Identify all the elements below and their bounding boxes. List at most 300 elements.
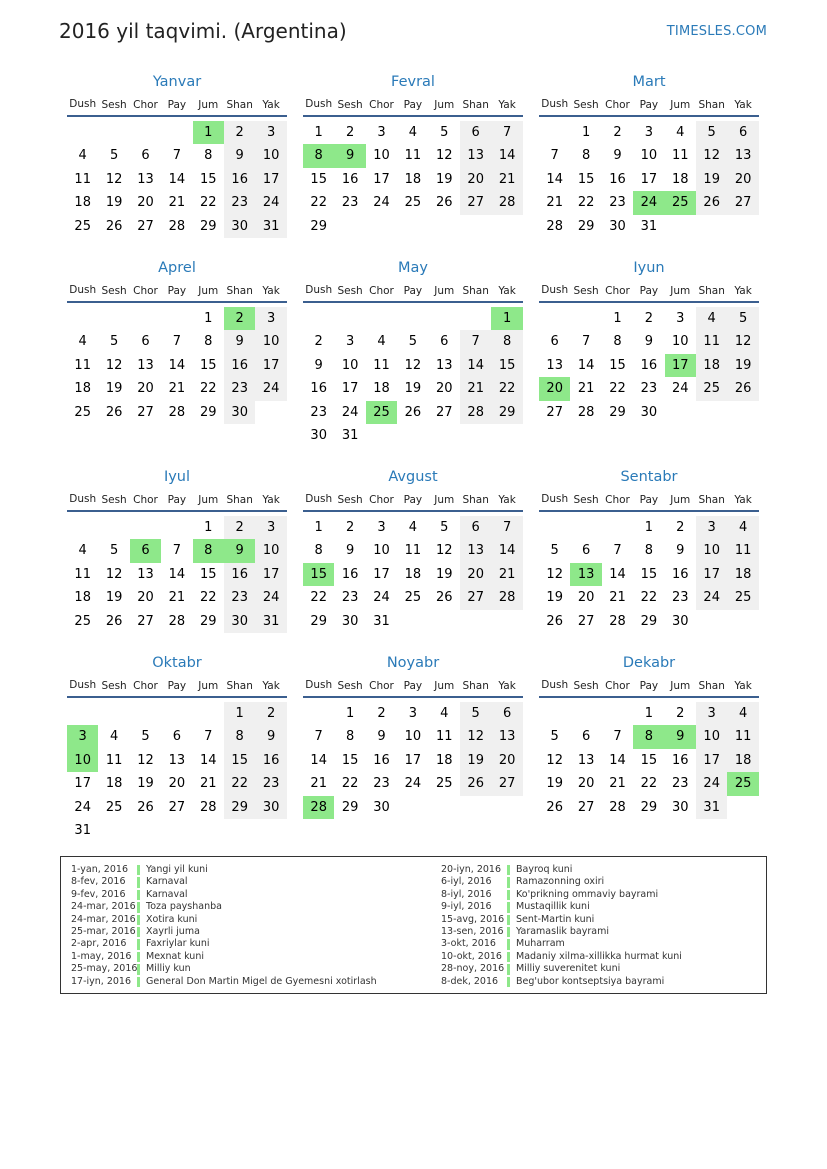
weekday-label: Dush (541, 284, 569, 296)
day-cell: 20 (491, 749, 522, 772)
day-cell: 7 (581, 334, 591, 350)
day-cell: 9 (224, 330, 255, 353)
day-cell: 22 (640, 776, 658, 792)
holiday-date: 2-apr, 2016 (71, 938, 127, 950)
day-cell: 21 (200, 776, 217, 792)
day-cell: 29 (640, 799, 658, 815)
holiday-name: Mexnat kuni (146, 950, 204, 962)
day-cell: 7 (550, 148, 559, 164)
day-cell: 15 (577, 171, 595, 187)
day-cell: 6 (727, 121, 758, 144)
weekday-label: Pay (167, 99, 187, 111)
day-cell: 31 (341, 428, 359, 443)
holiday-day-cell: 8 (633, 725, 664, 748)
day-cell: 21 (491, 168, 522, 191)
day-cell: 1 (613, 311, 622, 326)
weekday-label: Pay (403, 680, 423, 692)
weekday-label: Shan (698, 285, 725, 297)
day-cell: 2 (613, 125, 622, 140)
holiday-date: 17-iyn, 2016 (71, 975, 132, 987)
day-cell: 16 (224, 168, 255, 191)
day-cell: 22 (310, 195, 327, 211)
day-cell: 13 (168, 752, 186, 768)
day-cell: 9 (314, 357, 323, 373)
holiday-day-cell: 3 (67, 725, 98, 748)
day-cell: 1 (314, 520, 323, 535)
day-cell: 4 (408, 520, 418, 535)
month-name: Iyul (163, 469, 191, 485)
day-cell: 4 (696, 307, 727, 330)
day-cell: 10 (373, 148, 390, 164)
weekday-label: Jum (670, 494, 691, 506)
day-cell: 12 (105, 357, 123, 373)
weekday-label: Chor (605, 285, 630, 297)
weekday-label: Chor (605, 680, 630, 692)
holiday-date: 24-mar, 2016 (71, 901, 136, 913)
day-cell: 12 (105, 566, 123, 582)
day-cell: 30 (224, 401, 255, 424)
day-cell: 3 (644, 125, 654, 140)
day-cell: 21 (577, 381, 595, 397)
day-cell: 31 (255, 610, 286, 633)
day-cell: 13 (460, 144, 491, 167)
holiday-marker (507, 964, 510, 974)
day-cell: 20 (137, 381, 154, 397)
weekday-label: Jum (198, 680, 219, 692)
day-cell: 15 (224, 749, 255, 772)
holiday-marker (507, 915, 510, 925)
day-cell: 9 (224, 144, 255, 167)
day-cell: 25 (727, 586, 758, 609)
day-cell: 13 (436, 357, 453, 373)
holiday-marker (507, 927, 510, 937)
day-cell: 31 (696, 796, 727, 819)
day-cell: 30 (341, 613, 359, 629)
holiday-marker (507, 890, 510, 900)
holiday-name: Yangi yil kuni (146, 864, 208, 875)
weekday-label: Shan (698, 99, 725, 111)
day-cell: 11 (373, 357, 390, 373)
day-cell: 5 (141, 729, 150, 745)
weekday-label: Pay (167, 680, 187, 692)
day-cell: 25 (404, 195, 422, 211)
holiday-name: Sent-Martin kuni (516, 913, 595, 925)
weekday-label: Sesh (337, 99, 363, 111)
day-cell: 20 (460, 563, 491, 586)
holiday-day-cell: 20 (539, 377, 570, 400)
day-cell: 10 (696, 539, 727, 562)
day-cell: 16 (373, 752, 390, 768)
day-cell: 15 (200, 357, 217, 373)
day-cell: 11 (696, 330, 727, 353)
day-cell: 24 (696, 772, 727, 795)
day-cell: 22 (577, 195, 595, 211)
weekday-label: Chor (133, 285, 158, 297)
month-name: May (398, 260, 428, 276)
weekday-label: Sesh (573, 680, 599, 692)
day-cell: 1 (581, 125, 591, 140)
weekday-label: Shan (226, 285, 253, 297)
day-cell: 18 (74, 590, 91, 606)
holiday-date: 10-okt, 2016 (441, 950, 502, 962)
day-cell: 30 (373, 799, 390, 815)
day-cell: 18 (672, 171, 689, 187)
day-cell: 5 (440, 125, 449, 140)
day-cell: 14 (491, 539, 522, 562)
day-cell: 23 (224, 191, 255, 214)
holiday-day-cell: 8 (303, 144, 334, 167)
holiday-day-cell: 25 (727, 772, 758, 795)
day-cell: 6 (141, 148, 150, 164)
weekday-label: Shan (698, 494, 725, 506)
weekday-label: Pay (639, 99, 659, 111)
weekday-label: Chor (605, 494, 630, 506)
day-cell: 20 (436, 381, 453, 397)
day-cell: 16 (224, 563, 255, 586)
weekday-label: Jum (198, 285, 219, 297)
weekday-label: Yak (734, 680, 752, 692)
weekday-label: Shan (226, 99, 253, 111)
day-cell: 1 (644, 520, 654, 535)
weekday-label: Sesh (101, 494, 127, 506)
holiday-marker (137, 902, 140, 912)
header-rule (67, 115, 287, 117)
day-cell: 23 (609, 195, 626, 211)
holiday-name: Milliy kun (146, 963, 191, 975)
day-cell: 14 (168, 171, 186, 187)
holiday-date: 8-iyl, 2016 (441, 888, 492, 900)
weekday-label: Pay (639, 494, 659, 506)
holiday-marker (507, 952, 510, 962)
day-cell: 29 (640, 613, 658, 629)
day-cell: 21 (609, 590, 626, 606)
weekday-label: Yak (262, 99, 280, 111)
day-cell: 2 (377, 706, 386, 721)
day-cell: 10 (255, 144, 286, 167)
day-cell: 8 (491, 330, 522, 353)
day-cell: 10 (373, 543, 390, 559)
weekday-label: Shan (698, 680, 725, 692)
day-cell: 17 (696, 749, 727, 772)
day-cell: 30 (224, 215, 255, 238)
day-cell: 14 (460, 354, 491, 377)
holiday-date: 6-iyl, 2016 (441, 876, 492, 888)
day-cell: 3 (676, 311, 685, 326)
day-cell: 19 (727, 354, 758, 377)
day-cell: 20 (577, 590, 595, 606)
day-cell: 4 (78, 334, 87, 350)
day-cell: 22 (224, 772, 255, 795)
day-cell: 28 (577, 404, 595, 420)
weekday-label: Jum (434, 494, 455, 506)
day-cell: 16 (224, 354, 255, 377)
day-cell: 4 (727, 702, 758, 725)
day-cell: 9 (676, 543, 685, 559)
day-cell: 16 (672, 566, 689, 582)
day-cell: 21 (168, 590, 186, 606)
weekday-label: Chor (133, 680, 158, 692)
day-cell: 22 (200, 590, 217, 606)
day-cell: 29 (609, 404, 626, 420)
day-cell: 23 (373, 776, 390, 792)
day-cell: 16 (255, 749, 286, 772)
day-cell: 31 (640, 218, 658, 234)
day-cell: 13 (137, 357, 154, 373)
day-cell: 6 (581, 543, 591, 559)
holiday-date: 25-may, 2016 (71, 963, 138, 975)
day-cell: 31 (74, 823, 91, 838)
weekday-label: Pay (639, 680, 659, 692)
day-cell: 13 (491, 725, 522, 748)
weekday-label: Yak (498, 99, 516, 111)
day-cell: 16 (341, 566, 359, 582)
holiday-marker (137, 915, 140, 925)
day-cell: 16 (341, 171, 359, 187)
day-cell: 2 (314, 334, 323, 350)
day-cell: 19 (460, 749, 491, 772)
day-cell: 21 (310, 776, 327, 792)
day-cell: 8 (345, 729, 355, 745)
day-cell: 12 (404, 357, 422, 373)
day-cell: 27 (137, 218, 154, 234)
holiday-day-cell: 1 (193, 121, 224, 144)
month-name: Fevral (391, 74, 435, 90)
day-cell: 14 (200, 752, 217, 768)
day-cell: 22 (609, 381, 626, 397)
day-cell: 9 (377, 729, 386, 745)
weekday-label: Yak (734, 99, 752, 111)
day-cell: 5 (408, 334, 418, 350)
holiday-marker (507, 877, 510, 887)
weekday-label: Jum (670, 285, 691, 297)
holiday-name: Yaramaslik bayrami (516, 926, 609, 937)
weekday-label: Dush (305, 98, 333, 110)
day-cell: 18 (373, 381, 390, 397)
day-cell: 13 (727, 144, 758, 167)
day-cell: 2 (345, 520, 355, 535)
day-cell: 17 (373, 566, 390, 582)
day-cell: 29 (341, 799, 359, 815)
weekday-label: Chor (369, 99, 394, 111)
day-cell: 30 (672, 613, 689, 629)
day-cell: 30 (672, 799, 689, 815)
day-cell: 27 (546, 404, 563, 420)
day-cell: 29 (200, 218, 217, 234)
weekday-label: Pay (403, 494, 423, 506)
brand-link[interactable]: TIMESLES.COM (666, 24, 767, 39)
holiday-day-cell: 25 (366, 401, 397, 424)
day-cell: 18 (105, 776, 123, 792)
weekday-label: Yak (734, 285, 752, 297)
weekday-label: Shan (462, 99, 489, 111)
day-cell: 30 (255, 796, 286, 819)
day-cell: 11 (436, 729, 453, 745)
day-cell: 9 (644, 334, 654, 350)
day-cell: 3 (408, 706, 418, 721)
day-cell: 10 (696, 725, 727, 748)
day-cell: 17 (255, 168, 286, 191)
day-cell: 12 (546, 752, 563, 768)
day-cell: 18 (727, 749, 758, 772)
day-cell: 3 (377, 520, 386, 535)
holiday-name: Mustaqillik kuni (516, 901, 590, 913)
day-cell: 28 (546, 218, 563, 234)
holiday-day-cell: 13 (570, 563, 601, 586)
holiday-date: 24-mar, 2016 (71, 913, 136, 925)
day-cell: 14 (577, 357, 595, 373)
day-cell: 11 (672, 148, 689, 164)
weekday-label: Sesh (573, 285, 599, 297)
day-cell: 15 (200, 566, 217, 582)
day-cell: 26 (727, 377, 758, 400)
day-cell: 1 (204, 520, 213, 535)
day-cell: 21 (546, 195, 563, 211)
day-cell: 15 (491, 354, 522, 377)
day-cell: 28 (609, 799, 626, 815)
day-cell: 29 (491, 401, 522, 424)
day-cell: 18 (74, 195, 91, 211)
holiday-marker (137, 964, 140, 974)
weekday-label: Dush (69, 284, 97, 296)
holiday-marker (507, 865, 510, 875)
day-cell: 22 (491, 377, 522, 400)
weekday-label: Yak (498, 285, 516, 297)
day-cell: 20 (137, 195, 154, 211)
day-cell: 31 (255, 215, 286, 238)
day-cell: 28 (168, 218, 186, 234)
day-cell: 23 (224, 586, 255, 609)
holiday-name: Bayroq kuni (516, 864, 573, 875)
weekday-label: Sesh (101, 99, 127, 111)
day-cell: 25 (74, 613, 91, 629)
day-cell: 7 (172, 148, 182, 164)
weekday-label: Pay (167, 494, 187, 506)
day-cell: 14 (609, 752, 626, 768)
month-name: Iyun (633, 260, 665, 276)
weekday-label: Shan (226, 494, 253, 506)
day-cell: 12 (696, 144, 727, 167)
day-cell: 7 (172, 543, 182, 559)
day-cell: 10 (640, 148, 658, 164)
weekday-label: Dush (69, 493, 97, 505)
day-cell: 4 (78, 543, 87, 559)
day-cell: 16 (310, 381, 327, 397)
header-rule (303, 115, 523, 117)
day-cell: 20 (727, 168, 758, 191)
day-cell: 14 (168, 357, 186, 373)
day-cell: 30 (609, 218, 626, 234)
day-cell: 8 (644, 543, 654, 559)
day-cell: 26 (546, 613, 563, 629)
day-cell: 26 (436, 590, 453, 606)
header-rule (539, 115, 759, 117)
day-cell: 10 (672, 334, 689, 350)
weekday-label: Dush (305, 284, 333, 296)
holiday-marker (137, 939, 140, 949)
day-cell: 16 (672, 752, 689, 768)
day-cell: 4 (377, 334, 386, 350)
day-cell: 23 (341, 590, 359, 606)
day-cell: 23 (310, 404, 327, 420)
day-cell: 24 (373, 195, 390, 211)
holiday-day-cell: 9 (334, 144, 365, 167)
day-cell: 5 (440, 520, 449, 535)
day-cell: 17 (404, 752, 422, 768)
holiday-marker (137, 877, 140, 887)
day-cell: 6 (141, 334, 150, 350)
day-cell: 2 (224, 121, 255, 144)
day-cell: 21 (609, 776, 626, 792)
weekday-label: Sesh (101, 680, 127, 692)
weekday-label: Jum (198, 494, 219, 506)
holiday-date: 20-iyn, 2016 (441, 864, 502, 875)
day-cell: 28 (609, 613, 626, 629)
day-cell: 15 (200, 171, 217, 187)
holiday-marker (137, 865, 140, 875)
day-cell: 3 (255, 516, 286, 539)
weekday-label: Shan (462, 494, 489, 506)
day-cell: 15 (640, 566, 658, 582)
holiday-date: 8-dek, 2016 (441, 975, 499, 987)
day-cell: 29 (310, 218, 327, 234)
day-cell: 1 (345, 706, 355, 721)
day-cell: 18 (404, 566, 422, 582)
holiday-day-cell: 8 (193, 539, 224, 562)
day-cell: 26 (105, 404, 123, 420)
day-cell: 19 (105, 381, 123, 397)
weekday-label: Chor (605, 99, 630, 111)
month-name: Yanvar (152, 74, 202, 90)
day-cell: 10 (255, 330, 286, 353)
day-cell: 20 (168, 776, 186, 792)
holiday-day-cell: 25 (665, 191, 696, 214)
day-cell: 30 (310, 428, 327, 443)
day-cell: 2 (644, 311, 654, 326)
day-cell: 17 (255, 563, 286, 586)
weekday-label: Pay (403, 285, 423, 297)
weekday-label: Shan (462, 285, 489, 297)
day-cell: 21 (168, 195, 186, 211)
day-cell: 24 (74, 799, 91, 815)
day-cell: 18 (404, 171, 422, 187)
day-cell: 22 (310, 590, 327, 606)
day-cell: 7 (613, 543, 622, 559)
day-cell: 5 (109, 148, 119, 164)
day-cell: 3 (345, 334, 355, 350)
day-cell: 7 (491, 516, 522, 539)
header-rule (539, 301, 759, 303)
holiday-name: Beg'ubor kontseptsiya bayrami (516, 975, 665, 987)
day-cell: 8 (581, 148, 591, 164)
weekday-label: Pay (167, 285, 187, 297)
day-cell: 17 (373, 171, 390, 187)
day-cell: 29 (200, 404, 217, 420)
day-cell: 2 (255, 702, 286, 725)
day-cell: 27 (727, 191, 758, 214)
day-cell: 6 (460, 121, 491, 144)
weekday-label: Dush (305, 679, 333, 691)
day-cell: 22 (640, 590, 658, 606)
day-cell: 24 (341, 404, 359, 420)
weekday-label: Chor (133, 494, 158, 506)
day-cell: 4 (676, 125, 685, 140)
day-cell: 5 (109, 543, 119, 559)
day-cell: 24 (696, 586, 727, 609)
day-cell: 6 (581, 729, 591, 745)
weekday-label: Yak (498, 680, 516, 692)
day-cell: 12 (105, 171, 123, 187)
holiday-day-cell: 10 (67, 749, 98, 772)
